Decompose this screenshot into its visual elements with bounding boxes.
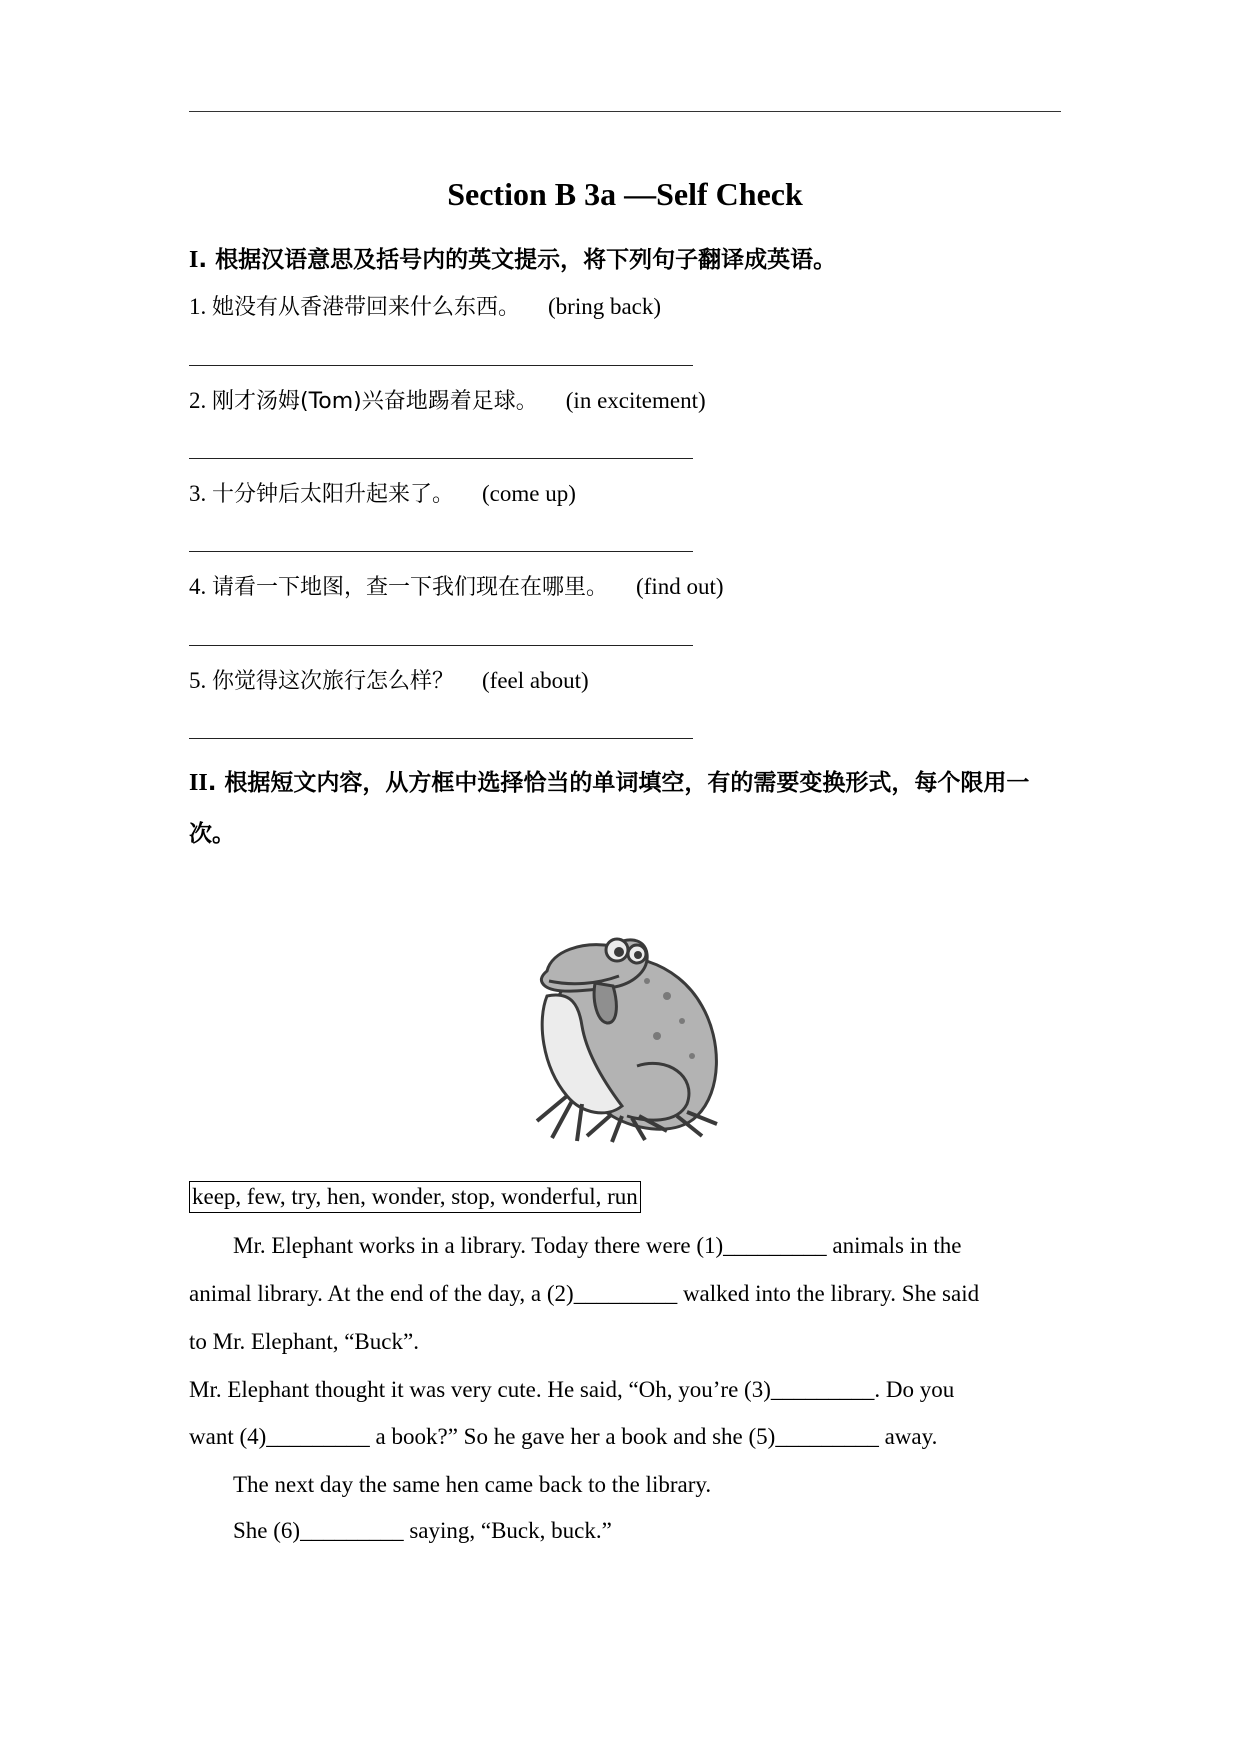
section-2-numeral: II [189, 770, 208, 796]
section-1-numeral: I [189, 247, 199, 273]
question-text: 你觉得这次旅行怎么样？ [212, 669, 455, 694]
question-2 [189, 386, 706, 417]
answer-line-1[interactable] [189, 365, 693, 366]
passage-line-3: to Mr. Elephant, “Buck”. [189, 1329, 419, 1354]
question-text: 十分钟后太阳升起来了。 [212, 482, 455, 507]
question-number: 3. [189, 481, 212, 506]
question-hint: (feel about) [482, 668, 589, 693]
section-2-instruction: . 根据短文内容，从方框中选择恰当的单词填空，有的需要变换形式，每个限用一次。 [189, 770, 1030, 847]
question-text: 刚才汤姆(Tom)兴奋地踢着足球。 [212, 389, 538, 414]
passage-line-1: Mr. Elephant works in a library. Today there were (1)_________ animals in the [233, 1233, 962, 1258]
answer-line-5[interactable] [189, 738, 693, 739]
question-5 [189, 666, 589, 697]
question-3 [189, 479, 576, 510]
question-1 [189, 292, 661, 323]
question-hint: (come up) [482, 481, 576, 506]
question-hint: (in excitement) [565, 388, 706, 413]
header-rule [189, 111, 1061, 112]
question-number: 5. [189, 668, 212, 693]
passage-line-7: She (6)_________ saying, “Buck, buck.” [233, 1518, 612, 1543]
passage-line-4: Mr. Elephant thought it was very cute. He said, “Oh, you’re (3)_________. Do you [189, 1377, 955, 1402]
question-hint: (bring back) [548, 294, 662, 319]
passage-line-6: The next day the same hen came back to the library. [233, 1472, 712, 1497]
question-number: 1. [189, 294, 212, 319]
frog-illustration [527, 926, 727, 1146]
word-box: keep, few, try, hen, wonder, stop, wonderful, run [189, 1181, 641, 1213]
question-hint: (find out) [636, 574, 724, 599]
section-2-heading [189, 758, 1061, 860]
answer-line-4[interactable] [189, 645, 693, 646]
section-1-heading [189, 245, 836, 275]
question-text: 她没有从香港带回来什么东西。 [212, 295, 521, 320]
question-number: 2. [189, 388, 212, 413]
page-title: Section B 3a —Self Check [447, 176, 803, 212]
question-text: 请看一下地图，查一下我们现在在哪里。 [212, 575, 609, 600]
passage-line-5: want (4)_________ a book?” So he gave her a book and she (5)_________ away. [189, 1424, 938, 1449]
section-1-instruction: . 根据汉语意思及括号内的英文提示，将下列句子翻译成英语。 [198, 247, 837, 273]
question-number: 4. [189, 574, 212, 599]
answer-line-3[interactable] [189, 551, 693, 552]
passage-line-2: animal library. At the end of the day, a (2)_________ walked into the library. She said [189, 1281, 980, 1306]
question-4 [189, 572, 724, 603]
answer-line-2[interactable] [189, 458, 693, 459]
